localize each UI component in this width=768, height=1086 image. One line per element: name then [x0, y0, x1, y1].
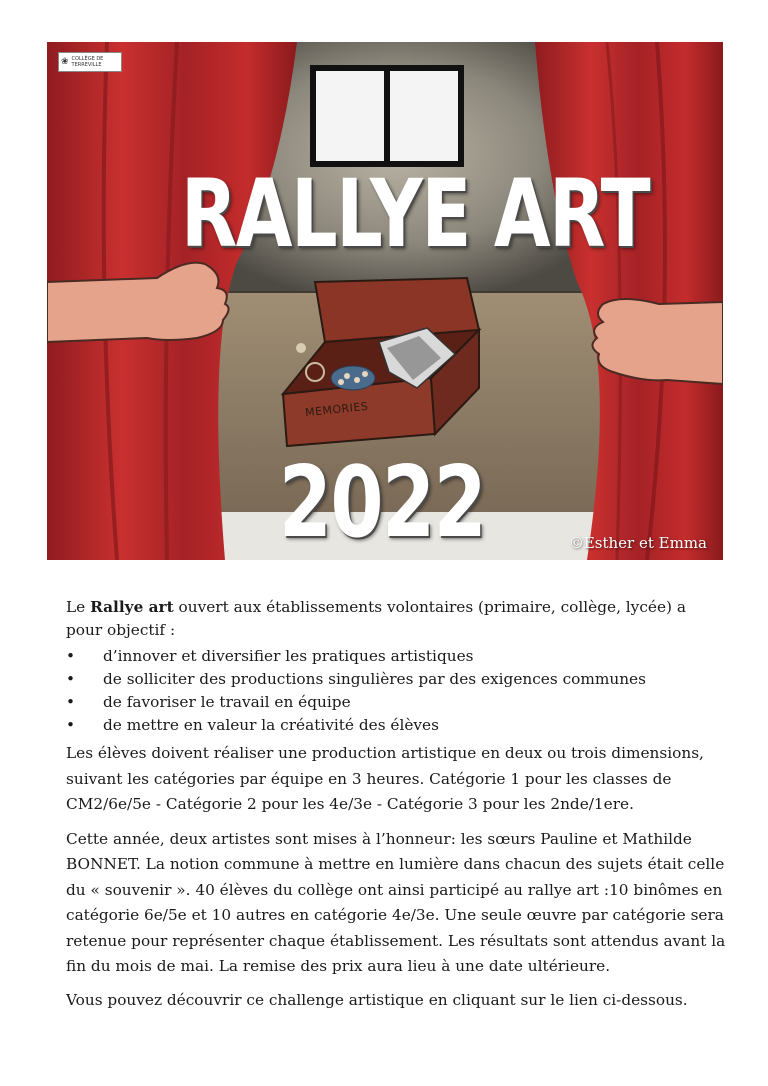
poster-year: 2022: [278, 446, 486, 560]
chest-label: MEMORIES: [304, 399, 369, 420]
school-logo: [58, 52, 122, 72]
logo-line2: TERREVILLE: [71, 62, 102, 68]
logo-mark-icon: ❀: [61, 57, 69, 67]
artists-paragraph: Cette année, deux artistes sont mises à l’honneur: les sœurs Pauline et Mathilde BONNET. La notion commune à mettre en lumière dans chacun des sujets était celle du « souvenir ». 40 élèves du collège ont ainsi participé au rallye art :10 binômes en catégorie 6e/5e et 10 autres en catégorie 4e/3e. Une seule œuvre par catégorie sera retenue pour représenter chaque établissement. Les résultats sont attendus avant la fin du mois de mai. La remise des prix aura lieu à une date ultérieure.: [66, 829, 726, 975]
poster-title: RALLYE ART: [180, 160, 650, 269]
list-item: • de favoriser le travail en équipe: [66, 691, 726, 714]
objectives-list: [66, 645, 726, 737]
list-item: • d’innover et diversifier les pratiques artistiques: [66, 645, 726, 668]
logo-line1: COLLÈGE DE: [71, 56, 104, 62]
intro-rest: ouvert aux établissements volontaires (primaire, collège, lycée) a pour objectif :: [66, 598, 686, 639]
image-credit: ©Esther et Emma: [568, 534, 707, 552]
intro-prefix: Le: [66, 598, 91, 616]
categories-paragraph: Les élèves doivent réaliser une production artistique en deux ou trois dimensions, suivant les catégories par équipe en 3 heures. Catégorie 1 pour les classes de CM2/6e/5e - Catégorie 2 pour les 4e/3e - Catégorie 3 pour les 2nde/1ere.: [66, 744, 704, 813]
article-body: [66, 596, 726, 1021]
poster-illustration: [47, 42, 723, 560]
intro-paragraph: [66, 596, 726, 642]
list-item: • de solliciter des productions singulières par des exigences communes: [66, 668, 726, 691]
link-paragraph: Vous pouvez découvrir ce challenge artistique en cliquant sur le lien ci-dessous.: [66, 990, 688, 1009]
intro-bold: Rallye art: [90, 598, 174, 616]
list-item: • de mettre en valeur la créativité des élèves: [66, 714, 726, 737]
